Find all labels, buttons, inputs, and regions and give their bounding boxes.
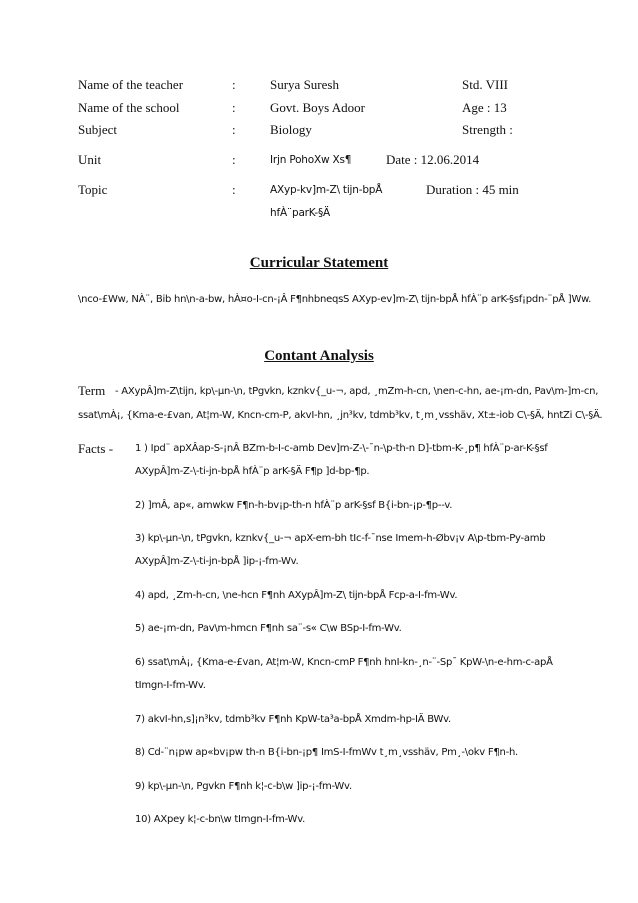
age: Age : 13: [462, 100, 507, 115]
subject-name: Biology: [270, 122, 312, 137]
standard: Std. VIII: [462, 77, 508, 92]
topic-line-2: hfÀ¨parK-§Ä: [270, 207, 331, 219]
date: Date : 12.06.2014: [386, 152, 480, 167]
facts-label: Facts -: [78, 441, 114, 456]
fact-item-1: 1 ) Ipd¨ apXÂap-S-¡nÂ BZm-b-I-c-amb Dev]m-Z-\-¯n-\p-th-n D]-tbm-K-¸p¶ hfÀ¨p-ar-K-§sf AXypÂ]m-Z-\-ti-jn-bpÅ hfÀ¨p arK-§Ä F¶p ]d-bp-¶p.: [135, 443, 548, 477]
curricular-text: \nco-£Ww, NÀ¨, Bib hn\n-a-bw, hÀ¤o-I-cn-¡Â F¶nhbneqsS AXyp-ev]m-Z\ tijn-bpÅ hfÀ¨p arK-§sf¡pdn-¨pÅ ]Ww.: [78, 294, 592, 305]
school-sep: :: [232, 100, 236, 115]
teacher-sep: :: [232, 77, 236, 92]
school-label: Name of the school: [78, 100, 180, 115]
strength: Strength :: [462, 122, 513, 137]
topic-label: Topic: [78, 182, 108, 197]
fact-item-8: 8) Cd-¨n¡pw ap«bv¡pw th-n B{i-bn-¡p¶ ImS-I-fmWv t¸m¸vsshäv, Pm¸-\okv F¶n-h.: [135, 747, 518, 758]
term-text-line-2: ssat\mÀ¡, {Kma-e-£van, At¦m-W, Kncn-cm-P, akvI-hn, ¸jn³kv, tdmb³kv, t¸m¸vsshäv, Xt±-iob C\-§Ä, hntZi C\-§Ä.: [78, 410, 603, 421]
fact-item-5: 5) ae-¡m-dn, Pav\m-hmcn F¶nh sa¨-s« C\w BSp-I-fm-Wv.: [135, 623, 402, 634]
fact-item-10: 10) AXpey k¦-c-bn\w tImgn-I-fm-Wv.: [135, 814, 306, 825]
term-label: Term: [78, 383, 106, 398]
topic-line-1: AXyp-kv]m-Z\ tijn-bpÅ: [270, 184, 383, 196]
fact-item-3: 3) kp\-µn-\n, tPgvkn, kznkv{_u-¬ apX-em-bh tIc-f-¯nse Imem-h-Øbv¡v A\p-tbm-Py-amb AXypÂ]m-Z-\-ti-jn-bpÅ ]ip-¡-fm-Wv.: [135, 533, 546, 567]
fact-item-4: 4) apd, ¸Zm-h-cn, \ne-hcn F¶nh AXypÂ]m-Z\ tijn-bpÅ Fcp-a-I-fm-Wv.: [135, 590, 458, 601]
duration: Duration : 45 min: [426, 182, 519, 197]
unit-name: Irjn PohoXw Xs¶: [270, 154, 352, 166]
unit-sep: :: [232, 152, 236, 167]
school-name: Govt. Boys Adoor: [270, 100, 365, 115]
fact-item-7: 7) akvI-hn,s]¡n³kv, tdmb³kv F¶nh KpW-ta³a-bpÅ Xmdm-hp-IÄ BWv.: [135, 714, 451, 725]
fact-item-6: 6) ssat\mÀ¡, {Kma-e-£van, At¦m-W, Kncn-cmP F¶nh hnI-kn-¸n-¨-Sp¯ KpW-\n-e-hm-c-apÅ tImgn-I-fm-Wv.: [135, 657, 553, 691]
fact-item-2: 2) ]mÂ, ap«, amwkw F¶n-h-bv¡p-th-n hfÀ¨p arK-§sf B{i-bn-¡p-¶p--v.: [135, 500, 453, 511]
unit-label: Unit: [78, 152, 102, 167]
subject-label: Subject: [78, 122, 117, 137]
subject-sep: :: [232, 122, 236, 137]
content-heading: Contant Analysis: [264, 348, 374, 364]
teacher-name: Surya Suresh: [270, 77, 339, 92]
teacher-label: Name of the teacher: [78, 77, 184, 92]
fact-item-9: 9) kp\-µn-\n, Pgvkn F¶nh k¦-c-b\w ]ip-¡-fm-Wv.: [135, 781, 352, 792]
curricular-heading: Curricular Statement: [249, 255, 389, 271]
topic-sep: :: [232, 182, 236, 197]
term-text-line-1: - AXypÂ]m-Z\tijn, kp\-µn-\n, tPgvkn, kznkv{_u-¬, apd, ¸mZm-h-cn, \nen-c-hn, ae-¡m-dn, Pav\m-]m-cn,: [115, 386, 599, 397]
